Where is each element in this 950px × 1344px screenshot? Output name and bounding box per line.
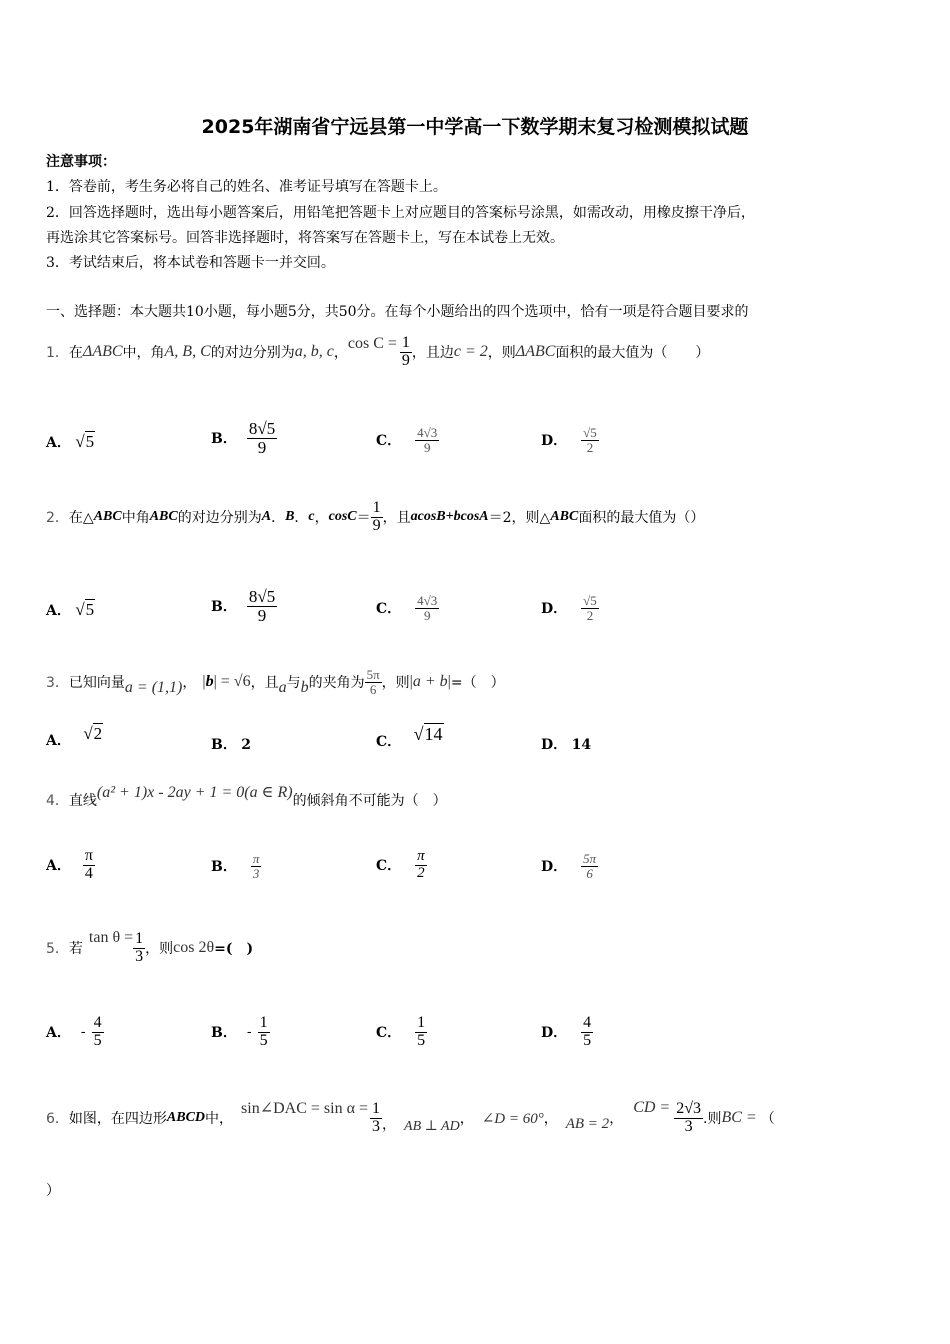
q6-text: ， [543,1111,558,1127]
option-value: $\frac{\pi}{4}$ [84,846,93,882]
option-value: $\frac{5\pi}{6}$ [583,850,597,881]
q2-text: 中角 [121,510,150,526]
q3-text: ， [182,675,197,691]
option-label: D． [541,601,568,617]
q3-option-d[interactable] [541,734,591,754]
option-value: √14 [413,724,443,744]
q1-option-a[interactable] [46,432,95,452]
q2-math: ABC [149,509,178,524]
q2-option-a[interactable] [46,600,95,620]
q1-text: ，则 [487,345,516,361]
q2-text: ＝2，则△ [488,510,551,526]
q1-option-b[interactable] [211,414,277,462]
q3-option-c[interactable] [376,724,444,751]
q2-text: ． [294,510,309,526]
option-value: $\frac{1}{5}$ [417,1013,426,1049]
q6-fraction-2: $\frac{2√3}{3}$ [676,1099,701,1135]
q3-option-a[interactable] [46,724,103,750]
q2-fraction: $\frac{1}{9}$ [372,498,381,534]
q6-text: ， [609,1111,624,1127]
notice-heading: 注意事项： [46,154,116,170]
option-label: B． [211,599,237,615]
q1-text: ， [333,345,348,361]
option-value: $\frac{4√3}{9}$ [417,592,438,623]
option-value: 14 [571,737,592,753]
section-heading: 一、选择题：本大题共10小题，每小题5分，共50分。在每个小题给出的四个选项中，恰有一项是符合题目要求的 [46,304,749,320]
notice-item-2: 2．回答选择题时，选出每小题答案后，用铅笔把答题卡上对应题目的答案标号涂黑，如需改动，用橡皮擦干净后， [46,205,755,221]
q2-text: ． [271,510,286,526]
option-label: A． [46,435,71,451]
q6-math: ABCD [166,1110,206,1125]
q6-text: （ [760,1111,775,1127]
q6-text: 中， [205,1111,234,1127]
option-value: $\frac{√5}{2}$ [583,424,597,455]
option-value: $\frac{8√5}{9}$ [248,586,276,625]
option-value: √5 [75,432,95,451]
q3-math: a = (1,1) [124,679,183,696]
q5-fraction: $\frac{1}{3}$ [135,929,144,965]
option-label: D． [541,433,568,449]
q6-math: AB = 2 [565,1115,610,1132]
q5-option-d[interactable] [541,1008,593,1056]
option-value: $\frac{4}{5}$ [93,1013,102,1049]
q5-text: ，则 [145,941,174,957]
q3-text: ，且 [250,675,279,691]
q4-option-c[interactable] [376,842,427,888]
option-value: √2 [83,724,103,743]
q3-math: |b| = √6 [202,673,251,690]
q3-math: |a + b| [409,673,451,690]
option-label: D． [541,1025,568,1041]
option-label: C． [376,601,402,617]
q6-text: ， [382,1117,397,1133]
question-number: 3． [46,675,69,691]
q5-math: cos 2θ [173,939,215,956]
q3-text: 与 [286,675,301,691]
q5-option-a[interactable] [46,1008,104,1056]
q6-closing-paren: ） [46,1183,60,1199]
option-value: $\frac{√5}{2}$ [583,592,597,623]
option-label: B． [211,859,237,875]
q2-math: c [308,509,315,524]
q3-text: =（ ） [450,675,505,691]
q1-option-c[interactable] [376,418,439,462]
q4-option-b[interactable] [211,844,261,888]
q1-text: 在 [68,345,83,361]
q5-option-c[interactable] [376,1008,427,1056]
q4-math: (a² + 1)x - 2ay + 1 = 0(a ∈ R) [96,784,293,801]
q3-text: 的夹角为 [308,675,365,691]
q2-text: ， [314,510,329,526]
option-label: D． [541,737,568,753]
q4-text: 直线 [68,793,97,809]
q2-text: ，且 [382,510,411,526]
q6-math: CD = [633,1099,671,1116]
q5-text: =( ) [214,941,254,957]
option-label: B． [211,1025,237,1041]
q3-option-b[interactable] [211,734,251,754]
q2-text: ＝ [356,510,371,526]
q1-math: cos C = [347,335,397,352]
question-5 [46,924,253,972]
notice-item-3: 3．考试结束后，将本试卷和答题卡一并交回。 [46,255,335,271]
option-value: √5 [75,600,95,619]
q2-math: cosC [328,509,357,524]
q2-math: acosB+bcosA [410,509,489,524]
q5-option-b[interactable] [211,1008,270,1056]
q1-text: ，且边 [411,345,454,361]
q4-text: 的倾斜角不可能为（ ） [292,793,447,809]
question-2 [46,494,704,540]
q1-option-d[interactable] [541,418,599,462]
option-value: $\frac{4√3}{9}$ [417,424,438,455]
q2-math: A [261,509,272,524]
option-label: A． [46,603,71,619]
q6-math: AB ⊥ AD [404,1118,460,1134]
question-3 [46,660,505,704]
q5-math: tan θ = [88,929,134,946]
option-value: $\frac{1}{5}$ [259,1013,268,1049]
q3-text: ，则 [381,675,410,691]
question-number: 6． [46,1111,69,1127]
q1-text: 中，角 [122,345,165,361]
q6-math: sin∠DAC = sin α = [241,1100,369,1117]
option-value: $\frac{\pi}{2}$ [417,847,425,881]
notice-item-2-cont: 再选涂其它答案标号。回答非选择题时，将答案写在答题卡上，写在本试卷上无效。 [46,230,564,246]
option-label: B． [211,737,237,753]
q3-text: 已知向量 [68,675,125,691]
q6-text: 如图，在四边形 [68,1111,167,1127]
q6-text: ， [459,1111,474,1127]
option-sign: - [246,1024,252,1040]
option-label: C． [376,858,402,874]
option-value: $\frac{8√5}{9}$ [248,418,276,457]
option-value: 2 [241,737,252,753]
option-label: C． [376,1025,402,1041]
q5-text: 若 [68,941,83,957]
q1-text: 的对边分别为 [210,345,295,361]
option-sign: - [80,1024,86,1040]
q6-math: ∠D = 60° [481,1110,544,1127]
option-value: $\frac{4}{5}$ [583,1013,592,1049]
option-label: C． [376,734,402,750]
q4-option-a[interactable] [46,842,95,888]
q2-option-d[interactable] [541,586,599,630]
q4-option-d[interactable] [541,844,598,888]
option-label: B． [211,431,237,447]
q2-text: 在△ [68,510,94,526]
q1-math: a, b, c [294,343,334,360]
question-number: 2． [46,510,69,526]
q6-math: BC = [721,1109,757,1126]
question-number: 5． [46,941,69,957]
fraction-denominator: 9 [401,351,410,369]
option-label: D． [541,859,568,875]
option-value: $\frac{\pi}{3}$ [252,850,260,881]
q6-fraction: $\frac{1}{3}$ [372,1099,381,1135]
question-number: 4． [46,793,69,809]
q3-math: a [278,679,287,696]
q2-math: ABC [93,509,122,524]
option-label: A． [46,858,71,874]
question-1 [46,330,709,374]
q2-text: 的对边分别为 [177,510,262,526]
option-label: A． [46,733,71,749]
q1-math: ΔABC [82,343,123,360]
fraction-numerator: 1 [401,333,410,351]
q2-math: B [285,509,295,524]
q1-fraction [400,335,412,370]
q2-option-b[interactable] [211,582,277,630]
q2-text: 面积的最大值为（） [578,510,705,526]
option-label: A． [46,1025,71,1041]
q2-option-c[interactable] [376,586,439,630]
q3-fraction: $\frac{5\pi}{6}$ [366,666,380,697]
question-4 [46,780,447,820]
question-number: 1． [46,345,69,361]
q1-text: 面积的最大值为（ ） [555,345,710,361]
option-label: C． [376,433,402,449]
q3-math: b [300,679,309,696]
page-title: 2025年湖南省宁远县第一中学高一下数学期末复习检测模拟试题 [201,116,749,138]
q1-math: c = 2 [453,343,488,360]
q1-math: A, B, C [164,343,211,360]
q1-math: ΔABC [515,343,556,360]
question-6 [46,1092,775,1144]
q2-math: ABC [550,509,579,524]
notice-item-1: 1．答卷前，考生务必将自己的姓名、准考证号填写在答题卡上。 [46,179,447,195]
q6-text: .则 [703,1111,722,1127]
